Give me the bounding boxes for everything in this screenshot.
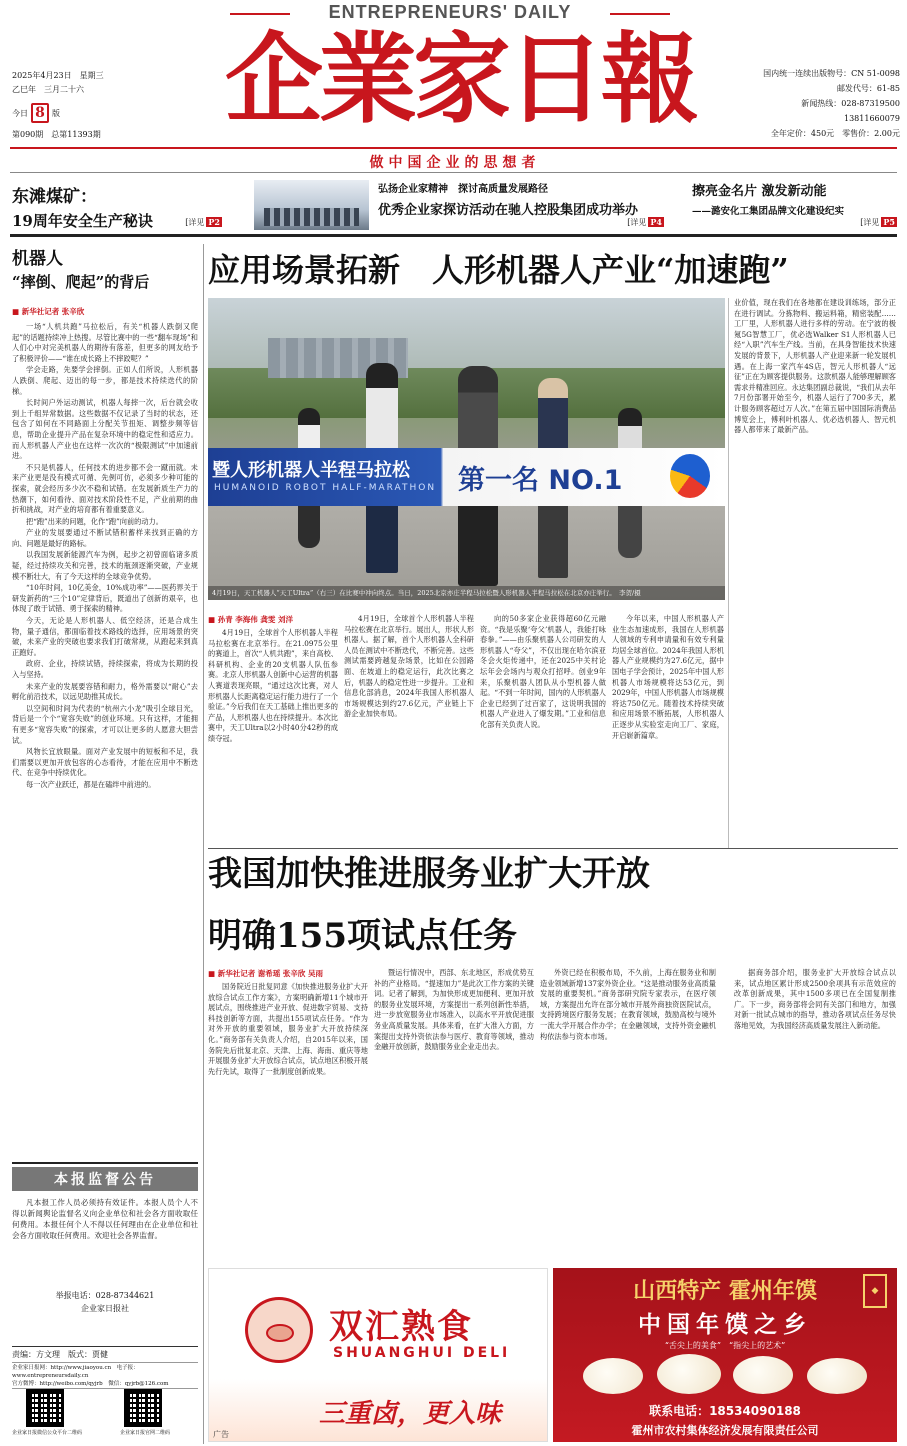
teaser-3-ref: [详见 [860, 218, 880, 227]
teaser-3-page[interactable]: P5 [883, 217, 895, 227]
notice-body: 凡本报工作人员必须持有效证件。本报人员个人不得以新闻舆论监督名义向企业单位和社会各方面收取任何费用。本报任何个人不得以任何理由在企业单位和社会各方面收取任何费用。欢迎社会各界监督。 [12, 1198, 198, 1240]
second-byline: ■ 新华社记者 谢希瑶 张辛欣 吴雨 [208, 969, 324, 978]
date-block [12, 70, 162, 140]
price: 全年定价：450元 零售价：2.00元 [770, 129, 900, 138]
commentary-paragraph: 风物长宜放眼量。面对产业发展中的短板和不足，我们需要以更加开放包容的心态看待，才能在应用中不断迭代、在竞争中持续优化。 [12, 747, 198, 778]
second-headline-2[interactable]: 明确155项试点任务 [208, 916, 517, 956]
caption-text: 4月19日，天工机器人“天工Ultra”（右三）在比赛中冲向终点。当日，2025北京亦庄半程马拉松暨人形机器人半程马拉松在北京亦庄举行。 [212, 589, 613, 597]
mantou-food-icon [657, 1354, 721, 1394]
teaser-3-line2: ——潞安化工集团品牌文化建设纪实 [692, 206, 845, 217]
commentary-paragraph: 以空间和时间为代表的“杭州六小龙”吸引全球目光，背后是一个个“宽容失败”的创业环境。只有这样，才能拥有更多“宽容失败”的探索，才可以让更多的人愿意大胆尝试。 [12, 703, 198, 745]
left-commentary [12, 244, 198, 1159]
mantou-food-icon [733, 1356, 793, 1394]
teaser-2-line1: 弘扬企业家精神 探讨高质量发展路径 [378, 184, 548, 195]
masthead-title: 企業家日報 [224, 22, 695, 137]
second-col-2: 暨运行情况中，西部、东北地区，形成优势互补的产业格局。“提速加力”是此次工作方案的关键词。记者了解到，为加快形成更加便利、更加开放的服务业发展环境，方案提出一系列创新性举措，进一步放宽服务业市场准入，以高水平开放促进服务业高质量发展。具体来看，在扩大准入方面，方案提出支持外资依法参与医疗、教育等领域，推动金融开放创新，鼓励服务业企业走出去。 [374, 968, 534, 1052]
main-headline[interactable]: 应用场景拓新 人形机器人产业“加速跑” [208, 251, 789, 289]
qr-code-website[interactable] [124, 1389, 162, 1427]
notice-title: 本报监督公告 [12, 1167, 198, 1191]
main-col-3: 向的50多家企业获得超60亿元融资。“我是乐聚‘夸父’机器人，我能打咏春拳。”——由乐聚机器人公司研发的人形机器人“夸父”，不仅出现在哈尔滨亚冬会火炬传递中，还在2025中关村论坛年会会场内与观众打招呼。创业9年来，乐聚机器人团队从小型机器人做起。“不到一年时间，国内的人形机器人企业已经到了过百家了，这说明我国的机器人产业进入了爆发期。”工业和信息化部有关负责人说。 [480, 614, 606, 729]
main-col-1: 4月19日，全球首个人形机器人半程马拉松赛在北京举行。在21.0975公里的赛道上，首次“人机共跑”，来自高校、科研机构、企业的20支机器人队伍参赛。北京人形机器人创新中心运营的机器人赛道表现亮眼，“通过这次比赛，对人形机器人长距离稳定运行能力进行了一个验证。”今后我们在天工基础上推出更多的产品，人形机器人也在持续提升。本次比赛中，天工Ultra以2小时40分42秒的成绩夺冠。 [208, 628, 338, 743]
lunar-year: 乙巳年 [12, 85, 36, 94]
commentary-body [12, 322, 198, 1157]
commentary-paragraph: 每一次产业跃迁，都是在磕绊中前进的。 [26, 779, 156, 789]
teaser-3[interactable] [692, 180, 897, 230]
notice-sign: 企业家日报社 [81, 1304, 129, 1313]
footer [12, 1346, 198, 1442]
photo-banner-text: 暨人形机器人半程马拉松 [212, 460, 410, 481]
total-issue: 总第11393期 [51, 130, 101, 139]
teaser-3-line1: 擦亮金名片 激发新动能 [692, 184, 827, 199]
supervision-notice [12, 1162, 198, 1352]
notice-phone: 举报电话：028-87344621 [55, 1291, 155, 1300]
main-col-4: 业价值，现在我们在各地都在建设训练场，部分正在进行调试。分拣物料、搬运料箱，精密装配……工厂里，人形机器人进行多样的劳动。在宁波的极氪5G智慧工厂，优必选Walker S1人形机器人已经“入职”汽车生产线。当前，在具身智能技术快速发展的背景下，人形机器人产业迎来新一轮发展机遇。在上海一家汽车4S店，智元人形机器人“远征”正在为顾客提供服务。这款机器人能够理解顾客需求并精准回应。永达集团副总裁说，“我们从去年7月份部署开始至今，机器人运行了700多天，累计服务顾客超过万人次。”在第五届中国国际消费品博览会上，傅利叶机器人、优必选机器人、智元机器人都带来了最新产品。 [734, 298, 896, 435]
teaser-1-page[interactable]: P2 [208, 217, 220, 227]
mantou-food-icon [583, 1358, 643, 1394]
ad1-slogan: 三重卤，更入味 [319, 1399, 502, 1429]
ad-huozhou[interactable] [553, 1268, 897, 1442]
commentary-paragraph: 未来产业的发展要容错和耐力，格外需要以“耐心”去孵化前沿技术，以远见助推其成长。 [12, 681, 198, 702]
ad-label: 广告 [213, 1430, 229, 1439]
ad2-tag: “舌尖上的美食” “指尖上的艺术” [664, 1341, 786, 1350]
qr2-caption: 企业家日报官网二维码 [119, 1430, 170, 1436]
commentary-paragraph: 学会走路，先要学会摔倒。正如人们所说，人形机器人跌倒、爬起、迈出的每一步，都是技术持续迭代的阶梯。 [12, 365, 198, 396]
teaser-1-title: 东滩煤矿： [12, 187, 97, 207]
commentary-paragraph: 把“跑”出来的问题，化作“跑”向前的动力。 [26, 516, 163, 526]
teaser-1-sub: 19周年安全生产秘诀 [12, 212, 153, 230]
commentary-paragraph: 今天，无论是人形机器人、低空经济，还是合成生物，量子通信，都面临着技术路线的选择，应用场景的突破，未来产业的突破也要求我们打破常规，从跑起来到真正跑好。 [12, 616, 198, 657]
commentary-paragraph: 产业的发展要通过不断试错积蓄样来找到正确的方向、问题是最好的路标。 [12, 528, 198, 548]
ad-shuanghui[interactable] [208, 1268, 548, 1442]
commentary-byline: ■ 新华社记者 张辛欣 [12, 307, 85, 316]
main-byline: ■ 孙青 李海伟 龚雯 刘洋 [208, 615, 294, 624]
ad1-brand: 双汇熟食 [329, 1307, 473, 1347]
qr-code-wechat[interactable] [26, 1389, 64, 1427]
pages-count: 8 [31, 103, 49, 123]
pages-suffix: 版 [52, 108, 60, 118]
commentary-paragraph: 以我国发展新能源汽车为例，起步之初曾面临诸多质疑，经过持续攻关和完善，技术的瓶颈逐渐突破，产业规模不断壮大，有了今天这样的全球竞争优势。 [12, 550, 198, 581]
lunar-day: 三月二十六 [44, 85, 84, 94]
hotline-2: 13811660079 [844, 114, 900, 123]
second-col-3: 外资已经在积极布局，不久前，上海在服务业和制造业领域新增137家外资企业。“这是推动服务业高质量发展的重要契机。”商务部研究院专家表示，在医疗领域，方案提出允许在部分城市开展外商独资医院试点，支持跨境医疗服务发展；在教育领域，鼓励高校与境外一流大学开展合作办学；在金融领域，支持外资金融机构依法参与资本市场。 [540, 968, 716, 1041]
commentary-paragraph: 政府、企业，持续试错，持续探索，将成为长期的投入与坚持。 [12, 659, 198, 679]
pages-prefix: 今日 [12, 108, 28, 118]
commentary-title-1: 机器人 [12, 249, 63, 269]
issue-number: 第090期 [12, 130, 44, 139]
commentary-paragraph: 一场“人机共跑”马拉松后，有关“机器人跌倒又爬起”的话题持续冲上热搜。尽管比赛中的一些“翻车现场”和人们心中对完美机器人的期待有落差，但更多的网友给予了积极评价——“谁在成长路上不摔跤呢？” [12, 322, 198, 363]
photo-logo-icon [670, 454, 710, 498]
ad2-stamp-icon: ◆ [863, 1274, 887, 1308]
footer-web[interactable]: 企业家日报网：http://www.jiaoyou.cn 电子报：www.entrepreneursdaily.cn [12, 1362, 198, 1380]
main-col-2: 4月19日，全球首个人形机器人半程马拉松赛在北京举行。展出人，形状人形机器人。据了解，首个人形机器人全科研人员在测试中不断迭代，不断完善。这些测试需要跨越复杂场景，比如在公园路面、在坡道上的稳定运行，此次比赛之后，机器人的稳定性进一步提升。工业和信息化部消息，2024年我国人形机器人市场规模达到约27.6亿元，产业链上下游企业加快布局。 [344, 614, 474, 719]
footer-editor: 责编：方文理 版式：贾健 [12, 1350, 108, 1359]
footer-weibo[interactable]: 官方微博：http://weibo.com/qyjrb 微信：qyjrb@126.com [12, 1380, 198, 1389]
photo-sign: 第一名 NO.1 [458, 465, 623, 496]
mantou-food-icon [807, 1358, 867, 1394]
photographer: 李贺/摄 [619, 589, 641, 597]
ad2-title: 山西特产 霍州年馍 [633, 1279, 817, 1304]
teaser-2-page[interactable]: P4 [650, 217, 662, 227]
commentary-paragraph: 长时间户外运动测试，机器人每摔一次，后台就会收到上千组异常数据。这些数据不仅记录了当时的状态，还包含了如何在不同路面上分配关节扭矩、调整步频等信息，帮助企业提升产品在复杂环境中的稳定性和适应力。而人形机器人产业也在这样一次次的“极限测试”中加速前进。 [12, 398, 198, 461]
hotline-1: 028-87319500 [841, 99, 900, 108]
slogan: 做中国企业的思想者 [369, 155, 541, 171]
main-col-5: 今年以来，中国人形机器人产业生态加速成形，我国在人形机器人领域的专利申请量和有效专利量均居全球首位。2024年我国人形机器人产业规模约为27.6亿元，据中国电子学会预计，2025年中国人形机器人市场规模将达53亿元，到2029年，中国人形机器人市场规模将达750亿元。随着技术持续突破和应用场景不断拓展，人形机器人正逐步从实验室走向工厂、家庭，开启崭新篇章。 [612, 614, 724, 740]
teaser-2-line2: 优秀企业家探访活动在驰人控股集团成功举办 [378, 203, 639, 218]
commentary-paragraph: “10年时间，10亿美金，10%成功率”——医药界关于研发新药的“三个10”定律背后，既道出了创新的艰辛，也体现了敢于试错、勇于探索的精神。 [12, 583, 198, 614]
main-photo[interactable] [208, 298, 725, 600]
hotline-label: 新闻热线： [801, 99, 842, 108]
teaser-2-thumb [254, 180, 369, 230]
masthead-english: ENTREPRENEURS' DAILY [328, 2, 572, 22]
teaser-2-ref: [详见 [627, 218, 647, 227]
photo-banner-english: HUMANOID ROBOT HALF-MARATHON [214, 483, 437, 493]
pig-logo-icon [245, 1297, 313, 1363]
teaser-2[interactable] [378, 180, 668, 230]
commentary-title-2: “摔倒、爬起”的背后 [12, 273, 150, 291]
second-headline-1[interactable]: 我国加快推进服务业扩大开放 [208, 854, 650, 894]
photo-caption [208, 586, 725, 600]
masthead [0, 0, 907, 175]
ad2-sub: 中国年馍之乡 [638, 1311, 812, 1338]
teaser-1-ref: [详见 [185, 218, 205, 227]
second-col-1: 国务院近日批复同意《加快推进服务业扩大开放综合试点工作方案》，方案明确新增11个城市开展试点，围绕推进产业开放、促进数字贸易、支持科技创新等方面，共提出155项试点任务。“作为对外开放的重要领域，服务业扩大开放持续深化。”商务部有关负责人介绍，自2015年以来，国务院先后批复北京、天津、上海、海南、重庆等地开展服务业扩大开放综合试点，试点地区积极开展先行先试，取得了一批制度创新成果。 [208, 982, 368, 1076]
publication-info [735, 68, 900, 139]
qr1-caption: 企业家日报微信公众平台二维码 [12, 1430, 83, 1436]
ad2-phone: 联系电话：18534090188 [649, 1404, 801, 1418]
teaser-1[interactable] [12, 182, 222, 230]
cn-number: 国内统一连续出版物号：CN 51-0098 [763, 69, 900, 78]
commentary-paragraph: 不只是机器人，任何技术的进步都不会一蹴而就。未来产业更是没有模式可循、先例可仿，必须多少种可能的探索，就会经历多少次不稳和试错。在发展新质生产力的热潮下，如何看待、面对技术阶段性不足，产业前期的曲折和挑战，对产业的培育都有着重要意义。 [12, 462, 198, 515]
second-col-4: 据商务部介绍，服务业扩大开放综合试点以来，试点地区累计形成2500余项具有示范效应的改革创新成果，其中1500多项已在全国复制推广。下一步，商务部将会同有关部门和地方，加强对新一批试点城市的指导，推动各项试点任务尽快落地见效，为我国经济高质量发展注入新动能。 [734, 968, 896, 1030]
ad2-company: 霍州市农村集体经济发展有限责任公司 [631, 1424, 819, 1437]
date: 2025年4月23日 [12, 71, 72, 80]
weekday: 星期三 [79, 71, 104, 80]
postal-code: 邮发代号：61-85 [836, 84, 900, 93]
ad1-brand-en: SHUANGHUI DELI [333, 1345, 511, 1361]
